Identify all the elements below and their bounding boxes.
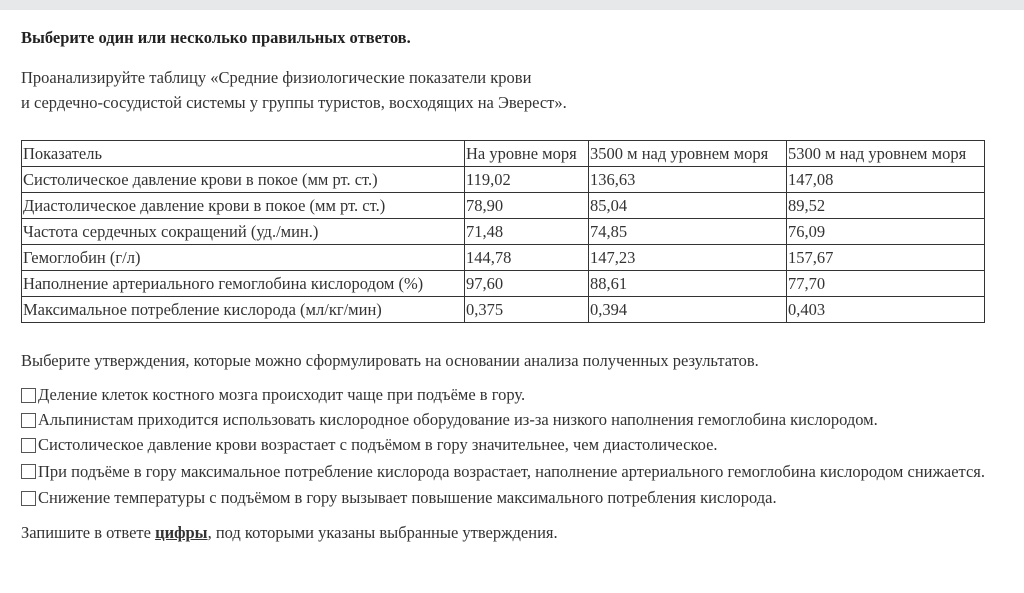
table-cell: Систолическое давление крови в покое (мм рт. ст.) — [22, 167, 465, 193]
answer-options — [21, 384, 1006, 509]
table-cell: Частота сердечных сокращений (уд./мин.) — [22, 219, 465, 245]
answer-instruction — [21, 522, 1006, 544]
checkbox[interactable] — [21, 413, 36, 428]
intro-line-1: Проанализируйте таблицу «Средние физиологические показатели крови — [21, 68, 532, 87]
table-cell: Наполнение артериального гемоглобина кислородом (%) — [22, 271, 465, 297]
table-row — [22, 219, 985, 245]
answer-note-suffix: , под которыми указаны выбранные утверждения. — [207, 523, 558, 542]
table-cell: 147,23 — [589, 245, 787, 271]
table-cell: 0,403 — [787, 297, 985, 323]
table-row — [22, 167, 985, 193]
table-cell: 78,90 — [465, 193, 589, 219]
table-cell: 157,67 — [787, 245, 985, 271]
option-label: Альпинистам приходится использовать кислородное оборудование из-за низкого наполнения гемоглобина кислородом. — [38, 410, 878, 429]
checkbox[interactable] — [21, 438, 36, 453]
table-cell: 0,394 — [589, 297, 787, 323]
task-instruction: Выберите один или несколько правильных ответов. — [21, 28, 411, 47]
table-cell: 89,52 — [787, 193, 985, 219]
table-cell: Максимальное потребление кислорода (мл/кг/мин) — [22, 297, 465, 323]
table-row — [22, 297, 985, 323]
table-cell: 0,375 — [465, 297, 589, 323]
table-cell: 97,60 — [465, 271, 589, 297]
table-cell: 74,85 — [589, 219, 787, 245]
option-label: Снижение температуры с подъёмом в гору вызывает повышение максимального потребления кислорода. — [38, 488, 777, 507]
question-text: Выберите утверждения, которые можно сформулировать на основании анализа полученных результатов. — [21, 351, 759, 370]
table-cell: 76,09 — [787, 219, 985, 245]
table-cell: 144,78 — [465, 245, 589, 271]
option-label: Деление клеток костного мозга происходит чаще при подъёме в гору. — [38, 385, 526, 404]
checkbox[interactable] — [21, 491, 36, 506]
table-cell: 136,63 — [589, 167, 787, 193]
answer-option-3[interactable] — [21, 434, 1006, 456]
option-label: Систолическое давление крови возрастает с подъёмом в гору значительнее, чем диастолическое. — [38, 435, 718, 454]
table-header-cell: На уровне моря — [465, 141, 589, 167]
table-cell: Диастолическое давление крови в покое (мм рт. ст.) — [22, 193, 465, 219]
table-row — [22, 193, 985, 219]
answer-option-4[interactable] — [21, 459, 1006, 484]
intro-line-2: и сердечно-сосудистой системы у группы туристов, восходящих на Эверест». — [21, 93, 567, 112]
table-row — [22, 245, 985, 271]
top-bar — [0, 0, 1024, 10]
table-cell: 77,70 — [787, 271, 985, 297]
table-cell: Гемоглобин (г/л) — [22, 245, 465, 271]
data-table — [21, 140, 985, 323]
answer-option-5[interactable] — [21, 487, 1006, 509]
answer-option-1[interactable] — [21, 384, 1006, 406]
table-cell: 85,04 — [589, 193, 787, 219]
table-header-cell: 3500 м над уровнем моря — [589, 141, 787, 167]
table-cell: 119,02 — [465, 167, 589, 193]
table-cell: 71,48 — [465, 219, 589, 245]
option-label: При подъёме в гору максимальное потребление кислорода возрастает, наполнение артериального гемоглобина кислородом снижается. — [38, 462, 985, 481]
checkbox[interactable] — [21, 388, 36, 403]
table-row — [22, 271, 985, 297]
table-header-cell: Показатель — [22, 141, 465, 167]
task-intro — [21, 65, 1006, 115]
answer-note-emphasis: цифры — [155, 523, 208, 542]
table-cell: 147,08 — [787, 167, 985, 193]
table-cell: 88,61 — [589, 271, 787, 297]
table-header-row — [22, 141, 985, 167]
answer-option-2[interactable] — [21, 409, 1006, 431]
task-content — [21, 27, 1006, 544]
table-header-cell: 5300 м над уровнем моря — [787, 141, 985, 167]
answer-note-prefix: Запишите в ответе — [21, 523, 156, 542]
checkbox[interactable] — [21, 464, 36, 479]
